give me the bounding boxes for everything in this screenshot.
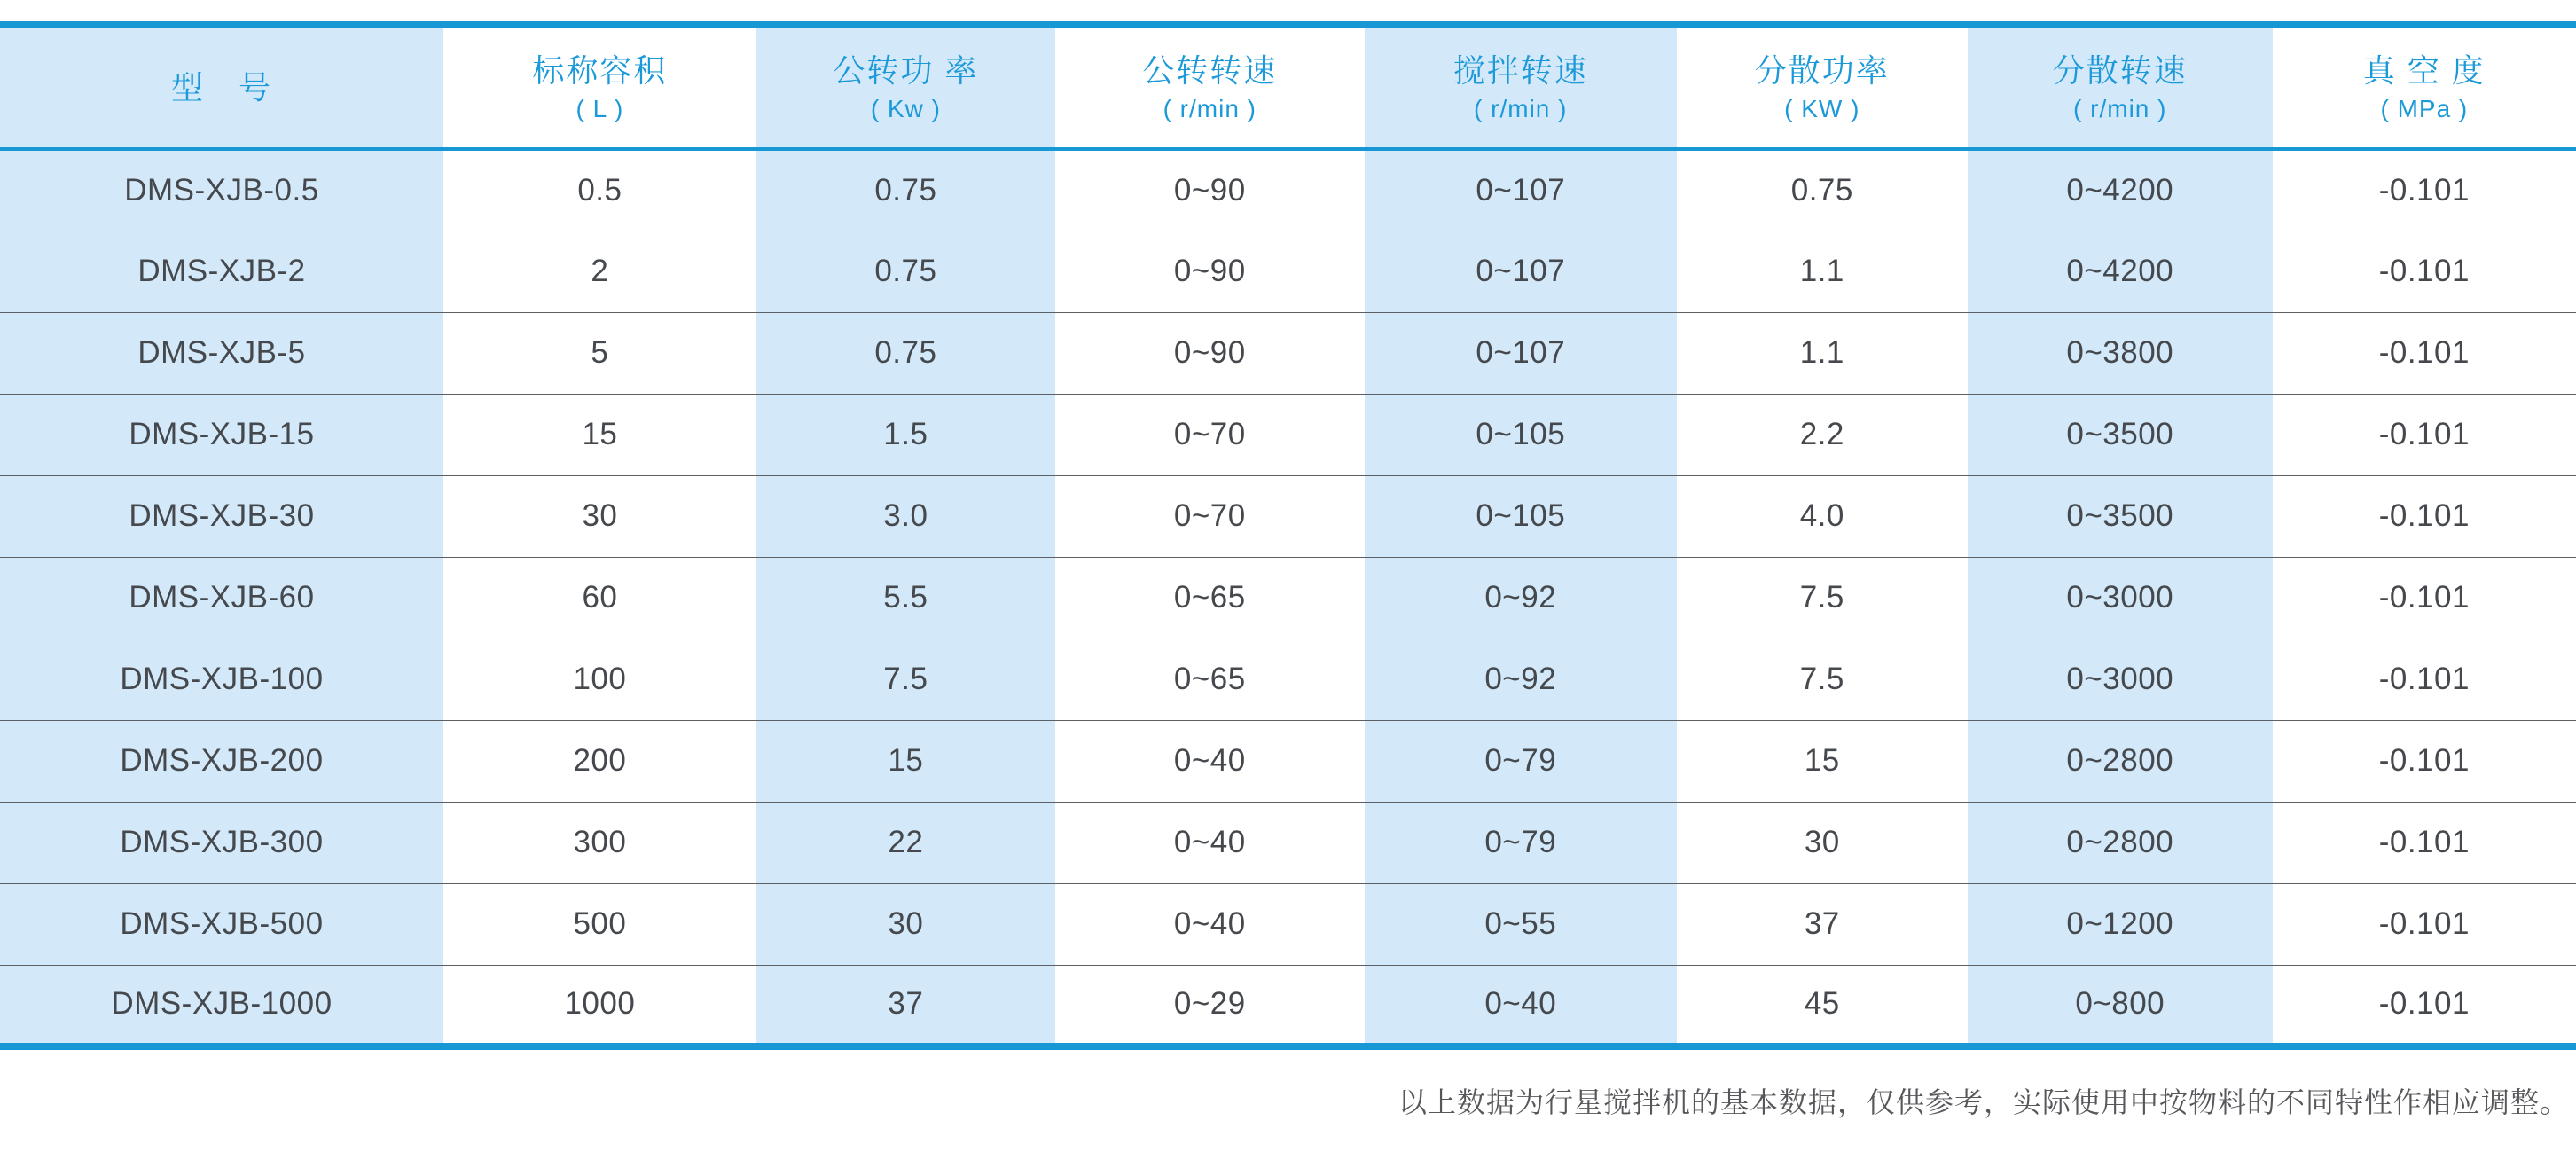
value-cell: 1.1: [1677, 231, 1968, 312]
value-cell: 1.1: [1677, 312, 1968, 394]
value-cell: 0~3500: [1968, 394, 2273, 475]
value-cell: 0~3800: [1968, 312, 2273, 394]
value-cell: 1000: [443, 965, 756, 1046]
table-row: [0, 639, 2576, 720]
value-cell: 0~3000: [1968, 639, 2273, 720]
value-cell: -0.101: [2273, 883, 2576, 965]
header-unit: ( r/min ): [2073, 95, 2167, 123]
value-cell: 100: [443, 639, 756, 720]
footnote: 以上数据为行星搅拌机的基本数据，仅供参考，实际使用中按物料的不同特性作相应调整。: [1398, 1085, 2569, 1119]
model-cell: DMS-XJB-2: [0, 231, 443, 312]
value-cell: -0.101: [2273, 557, 2576, 639]
header-cell-nominal-volume: [443, 25, 756, 149]
header-label: 分散功率: [1754, 51, 1890, 89]
value-cell: 15: [1677, 720, 1968, 802]
value-cell: 5.5: [756, 557, 1055, 639]
value-cell: 0.75: [756, 231, 1055, 312]
value-cell: 0~40: [1055, 883, 1365, 965]
value-cell: 2: [443, 231, 756, 312]
header-label: 公转转速: [1142, 51, 1278, 89]
header-label: 真 空 度: [2362, 51, 2486, 89]
value-cell: 7.5: [1677, 557, 1968, 639]
value-cell: 0~65: [1055, 557, 1365, 639]
value-cell: 0~40: [1055, 720, 1365, 802]
table-row: [0, 149, 2576, 231]
spec-table: [0, 21, 2576, 1050]
header-cell-vacuum: [2273, 25, 2576, 149]
value-cell: 22: [756, 802, 1055, 883]
header-label: 公转功 率: [833, 51, 979, 89]
header-label: 搅拌转速: [1452, 51, 1588, 89]
value-cell: 5: [443, 312, 756, 394]
header-unit: ( r/min ): [1474, 95, 1568, 123]
table-row: [0, 802, 2576, 883]
value-cell: 0~107: [1365, 231, 1677, 312]
header-unit: ( r/min ): [1163, 95, 1257, 123]
table-body: [0, 149, 2576, 1046]
header-unit: ( KW ): [1784, 95, 1860, 123]
value-cell: 0~92: [1365, 557, 1677, 639]
model-cell: DMS-XJB-500: [0, 883, 443, 965]
value-cell: 0~90: [1055, 312, 1365, 394]
value-cell: 30: [756, 883, 1055, 965]
value-cell: -0.101: [2378, 172, 2470, 208]
value-cell: 0.5: [577, 172, 622, 208]
value-cell: -0.101: [2273, 720, 2576, 802]
value-cell: -0.101: [2273, 475, 2576, 557]
value-cell: 15: [756, 720, 1055, 802]
value-cell: 0.75: [874, 172, 937, 208]
model-cell: DMS-XJB-300: [0, 802, 443, 883]
value-cell: -0.101: [2273, 231, 2576, 312]
value-cell: 37: [756, 965, 1055, 1046]
model-cell: DMS-XJB-30: [0, 475, 443, 557]
value-cell: 0~29: [1055, 965, 1365, 1046]
value-cell: -0.101: [2273, 394, 2576, 475]
table-row: [0, 720, 2576, 802]
table-row: [0, 557, 2576, 639]
value-cell: 0~90: [1173, 172, 1246, 208]
value-cell: 0~2800: [1968, 720, 2273, 802]
header-label: 标称容积: [532, 51, 668, 89]
value-cell: -0.101: [2273, 639, 2576, 720]
value-cell: 60: [443, 557, 756, 639]
value-cell: 1.5: [756, 394, 1055, 475]
table-row: [0, 883, 2576, 965]
value-cell: 0~105: [1365, 394, 1677, 475]
value-cell: 30: [443, 475, 756, 557]
value-cell: 0~4200: [2066, 172, 2174, 208]
value-cell: 37: [1677, 883, 1968, 965]
header-unit: ( L ): [575, 95, 624, 123]
model-cell: DMS-XJB-5: [0, 312, 443, 394]
value-cell: 45: [1677, 965, 1968, 1046]
header-cell-model: [0, 25, 443, 149]
value-cell: 0~800: [1968, 965, 2273, 1046]
table-row: [0, 231, 2576, 312]
model-cell: DMS-XJB-1000: [0, 965, 443, 1046]
value-cell: 0~65: [1055, 639, 1365, 720]
header-unit: ( Kw ): [870, 95, 941, 123]
header-row: [0, 25, 2576, 149]
model-cell: DMS-XJB-200: [0, 720, 443, 802]
table-row: [0, 312, 2576, 394]
value-cell: 0~79: [1365, 802, 1677, 883]
header-label: 分散转速: [2052, 51, 2188, 89]
model-cell: DMS-XJB-15: [0, 394, 443, 475]
table-row: [0, 475, 2576, 557]
model-cell: DMS-XJB-100: [0, 639, 443, 720]
header-cell-revolution-power: [756, 25, 1055, 149]
value-cell: 0~1200: [1968, 883, 2273, 965]
header-label: 型 号: [170, 68, 272, 106]
value-cell: 7.5: [1677, 639, 1968, 720]
model-cell: DMS-XJB-60: [0, 557, 443, 639]
value-cell: 0~105: [1365, 475, 1677, 557]
table-header: [0, 25, 2576, 149]
value-cell: 0~107: [1365, 312, 1677, 394]
value-cell: 4.0: [1677, 475, 1968, 557]
value-cell: 3.0: [756, 475, 1055, 557]
value-cell: 500: [443, 883, 756, 965]
value-cell: 0~55: [1365, 883, 1677, 965]
model-cell: DMS-XJB-0.5: [124, 172, 319, 208]
value-cell: 0~4200: [1968, 231, 2273, 312]
value-cell: 0~3500: [1968, 475, 2273, 557]
value-cell: 0.75: [1790, 172, 1853, 208]
value-cell: 0~3000: [1968, 557, 2273, 639]
header-cell-disperse-power: [1677, 25, 1968, 149]
header-cell-disperse-speed: [1968, 25, 2273, 149]
value-cell: 0~2800: [1968, 802, 2273, 883]
value-cell: 0.75: [756, 312, 1055, 394]
value-cell: -0.101: [2273, 802, 2576, 883]
value-cell: 15: [443, 394, 756, 475]
value-cell: 2.2: [1677, 394, 1968, 475]
value-cell: 0~90: [1055, 231, 1365, 312]
value-cell: 0~107: [1476, 172, 1566, 208]
value-cell: -0.101: [2273, 965, 2576, 1046]
header-cell-stir-speed: [1365, 25, 1677, 149]
table-row: [0, 965, 2576, 1046]
table-row: [0, 394, 2576, 475]
value-cell: 0~92: [1365, 639, 1677, 720]
value-cell: 0~40: [1055, 802, 1365, 883]
value-cell: 30: [1677, 802, 1968, 883]
value-cell: 0~79: [1365, 720, 1677, 802]
value-cell: 0~70: [1055, 394, 1365, 475]
header-cell-revolution-speed: [1055, 25, 1365, 149]
value-cell: 300: [443, 802, 756, 883]
value-cell: 200: [443, 720, 756, 802]
value-cell: -0.101: [2273, 312, 2576, 394]
header-unit: ( MPa ): [2380, 95, 2469, 123]
value-cell: 0~40: [1365, 965, 1677, 1046]
value-cell: 7.5: [756, 639, 1055, 720]
value-cell: 0~70: [1055, 475, 1365, 557]
